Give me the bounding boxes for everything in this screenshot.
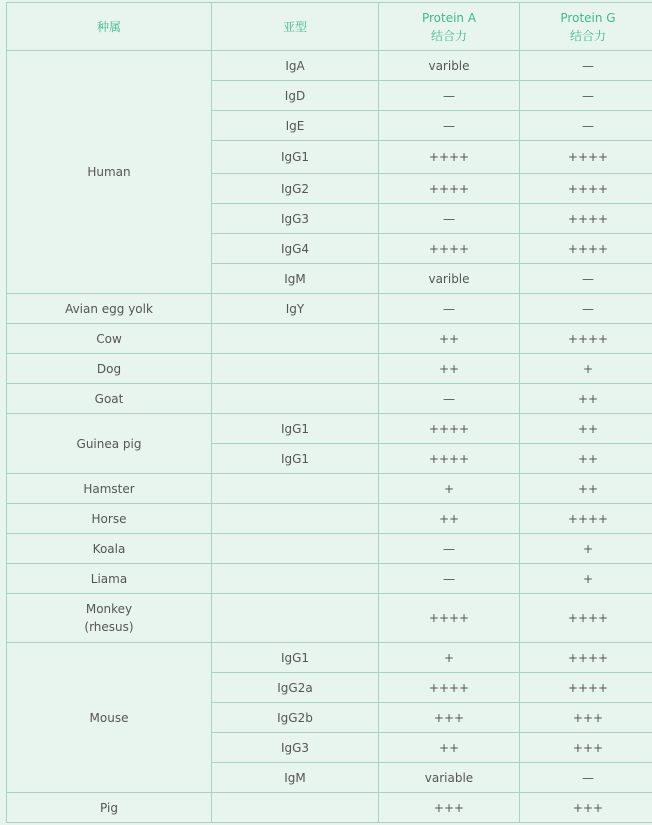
- subtype-cell: IgY: [212, 294, 379, 324]
- protein-a-cell: ++: [379, 354, 520, 384]
- subtype-cell: [212, 324, 379, 354]
- subtype-cell: IgG1: [212, 643, 379, 673]
- protein-a-cell: —: [379, 81, 520, 111]
- protein-a-cell: +++: [379, 793, 520, 823]
- species-cell: Guinea pig: [7, 414, 212, 474]
- subtype-cell: [212, 564, 379, 594]
- protein-a-cell: —: [379, 294, 520, 324]
- protein-g-cell: ++: [520, 384, 652, 414]
- protein-g-cell: ++++: [520, 673, 652, 703]
- table-row: [7, 564, 652, 594]
- species-variant: (rhesus): [11, 618, 207, 636]
- table-row: [7, 294, 652, 324]
- header-protein-g-name: Protein G: [524, 9, 652, 27]
- protein-g-cell: —: [520, 264, 652, 294]
- protein-g-cell: —: [520, 81, 652, 111]
- protein-a-cell: —: [379, 564, 520, 594]
- species-cell: Cow: [7, 324, 212, 354]
- protein-a-cell: —: [379, 384, 520, 414]
- table-row: [7, 324, 652, 354]
- subtype-cell: IgG4: [212, 234, 379, 264]
- protein-g-cell: ++++: [520, 594, 652, 643]
- protein-a-cell: +: [379, 474, 520, 504]
- species-cell: Human: [7, 51, 212, 294]
- subtype-cell: [212, 504, 379, 534]
- protein-a-cell: ++: [379, 504, 520, 534]
- protein-g-cell: —: [520, 51, 652, 81]
- header-protein-a-name: Protein A: [383, 9, 515, 27]
- species-cell: [7, 594, 212, 643]
- protein-g-cell: +: [520, 564, 652, 594]
- table-row: [7, 504, 652, 534]
- table-row: [7, 354, 652, 384]
- subtype-cell: [212, 534, 379, 564]
- species-name: Monkey: [11, 600, 207, 618]
- subtype-cell: IgG1: [212, 141, 379, 174]
- protein-a-cell: ++++: [379, 594, 520, 643]
- table-row: [7, 384, 652, 414]
- subtype-cell: [212, 594, 379, 643]
- protein-a-cell: ++: [379, 324, 520, 354]
- subtype-cell: [212, 474, 379, 504]
- protein-a-cell: ++++: [379, 444, 520, 474]
- header-subtype: 亚型: [212, 3, 379, 51]
- table-row: [7, 414, 652, 444]
- protein-g-cell: +: [520, 534, 652, 564]
- header-protein-g-label: 结合力: [524, 27, 652, 45]
- protein-a-cell: —: [379, 111, 520, 141]
- species-cell: Dog: [7, 354, 212, 384]
- table-row: [7, 51, 652, 81]
- protein-g-cell: —: [520, 294, 652, 324]
- protein-g-cell: —: [520, 763, 652, 793]
- protein-g-cell: —: [520, 111, 652, 141]
- species-cell: Horse: [7, 504, 212, 534]
- table-row: [7, 594, 652, 643]
- subtype-cell: IgD: [212, 81, 379, 111]
- protein-a-cell: —: [379, 534, 520, 564]
- protein-g-cell: ++: [520, 414, 652, 444]
- protein-a-cell: ++++: [379, 234, 520, 264]
- subtype-cell: IgG2: [212, 174, 379, 204]
- protein-a-cell: ++++: [379, 414, 520, 444]
- table-row: [7, 474, 652, 504]
- protein-g-cell: +++: [520, 733, 652, 763]
- protein-g-cell: +++: [520, 703, 652, 733]
- table-row: [7, 534, 652, 564]
- subtype-cell: IgG2a: [212, 673, 379, 703]
- protein-a-cell: variable: [379, 763, 520, 793]
- protein-g-cell: ++++: [520, 643, 652, 673]
- subtype-cell: [212, 384, 379, 414]
- subtype-cell: IgG3: [212, 733, 379, 763]
- table-row: [7, 643, 652, 673]
- species-cell: Pig: [7, 793, 212, 823]
- protein-g-cell: +: [520, 354, 652, 384]
- header-species: 种属: [7, 3, 212, 51]
- species-cell: Mouse: [7, 643, 212, 793]
- species-cell: Koala: [7, 534, 212, 564]
- header-protein-g: [520, 3, 652, 51]
- protein-a-cell: ++++: [379, 673, 520, 703]
- subtype-cell: IgG2b: [212, 703, 379, 733]
- subtype-cell: IgG1: [212, 444, 379, 474]
- subtype-cell: IgM: [212, 264, 379, 294]
- protein-a-cell: —: [379, 204, 520, 234]
- protein-g-cell: ++: [520, 474, 652, 504]
- header-protein-a: [379, 3, 520, 51]
- species-cell: Liama: [7, 564, 212, 594]
- table-header-row: [7, 3, 652, 51]
- protein-g-cell: ++++: [520, 234, 652, 264]
- subtype-cell: IgM: [212, 763, 379, 793]
- protein-a-cell: ++++: [379, 141, 520, 174]
- protein-g-cell: ++++: [520, 174, 652, 204]
- protein-a-cell: +++: [379, 703, 520, 733]
- protein-a-cell: varible: [379, 51, 520, 81]
- protein-a-cell: ++++: [379, 174, 520, 204]
- header-protein-a-label: 结合力: [383, 27, 515, 45]
- subtype-cell: [212, 793, 379, 823]
- protein-g-cell: ++++: [520, 504, 652, 534]
- species-cell: Avian egg yolk: [7, 294, 212, 324]
- protein-a-cell: ++: [379, 733, 520, 763]
- protein-g-cell: ++++: [520, 204, 652, 234]
- protein-a-cell: varible: [379, 264, 520, 294]
- protein-g-cell: ++: [520, 444, 652, 474]
- subtype-cell: IgG1: [212, 414, 379, 444]
- subtype-cell: [212, 354, 379, 384]
- species-cell: Goat: [7, 384, 212, 414]
- subtype-cell: IgG3: [212, 204, 379, 234]
- protein-g-cell: +++: [520, 793, 652, 823]
- protein-g-cell: ++++: [520, 324, 652, 354]
- protein-a-cell: +: [379, 643, 520, 673]
- subtype-cell: IgA: [212, 51, 379, 81]
- table-row: [7, 793, 652, 823]
- protein-g-cell: ++++: [520, 141, 652, 174]
- ig-binding-table: [6, 2, 652, 823]
- subtype-cell: IgE: [212, 111, 379, 141]
- species-cell: Hamster: [7, 474, 212, 504]
